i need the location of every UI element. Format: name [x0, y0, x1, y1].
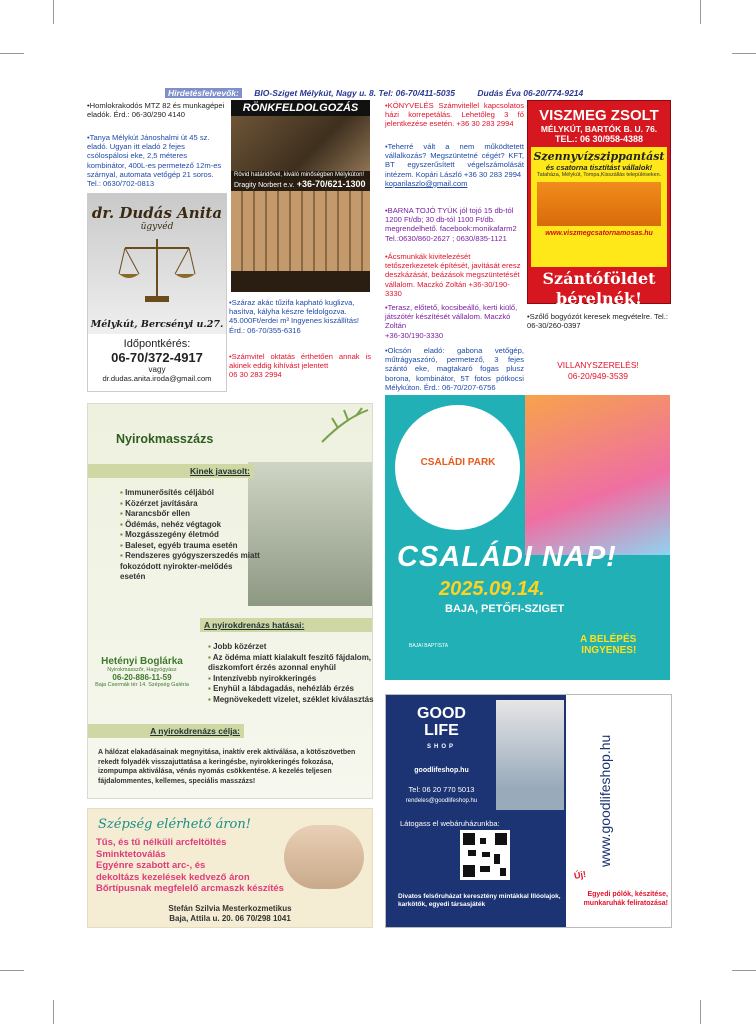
ad-tanya: •Tanya Mélykút Jánoshalmi út 45 sz. eladó. Ugyan itt eladó 2 fejes csólospálosi eke, 2,5 méteres kombinátor, 400L-es permetező 12m-es szárnyal, automata vetőgép 21 soros. Tel.: 0630/702-0813 [87, 133, 222, 189]
list-item: ▪ Rendszeres gyógyszerszedés miatt fokozódott nyirokter-melődés esetén [120, 551, 260, 583]
svg-text:www.goodlifeshop.hu: www.goodlifeshop.hu [597, 734, 613, 867]
ad-szolo: •Szőlő bogyózót keresek megvételre. Tel.: 06-30/260-0397 [527, 312, 668, 331]
viszmeg-url: www.viszmegcsatornamosas.hu [545, 230, 653, 237]
crop-mark [732, 970, 756, 971]
model-photo [496, 700, 564, 810]
ad-ronkfeldolgozas [231, 100, 370, 292]
terasz-text: •Terasz, előtető, kocsibeálló, kerti kiülő, játszótér készítését vállalom. Maczkó Zoltán [385, 303, 518, 331]
goal-header: A nyirokdrenázs célja: [88, 724, 244, 738]
nyirok-role: Nyirokmasszőr, Hagyógyász [107, 667, 177, 673]
ad-szepseg [87, 808, 373, 928]
list-item: ▪ Mozgásszegény életmód [120, 530, 260, 541]
service-item: Bőrtípusnak megfelelő arcmaszk készítés [96, 883, 284, 894]
effects-header: A nyirokdrenázs hatásai: [200, 618, 372, 632]
ronk-phone: +36-70/621-1300 [296, 179, 366, 189]
list-item: ▪ Intenzívebb nyirokkeringés [208, 674, 378, 685]
ad-tuzifa: •Száraz akác tűzifa kapható kuglizva, hasítva, kályha készre feldolgozva. 45.000Ft/erdei m³ Ingyenes kiszállítás! Érd.: 06-70/355-6316 [229, 298, 359, 335]
entry-free [580, 634, 636, 656]
crop-mark [700, 0, 701, 24]
ad-konyveles: •KÖNYVELÉS Számvitellel kapcsolatos házi korrepetálás. Lehetőleg 3 fő jelentkezése esetén. +36 30 283 2994 [385, 101, 524, 129]
goodlife-logo [394, 705, 489, 756]
crop-mark [700, 1000, 701, 1024]
ad-acs: •Ácsmunkák kivitelezését tetőszerkezetek építését, javítását eresz deszkázását, beázások megszüntetését vállalom. Maczkó Zoltán +36-30/190-3330 [385, 252, 521, 298]
new-badge: Új! [573, 869, 587, 881]
lawyer-address: Mélykút, Bercsényi u.27. [90, 319, 224, 330]
lawyer-email: dr.dudas.anita.iroda@gmail.com [102, 374, 212, 383]
szepseg-services [96, 837, 284, 895]
event-date: 2025.09.14. [439, 578, 545, 600]
viszmeg-name: VISZMEG ZSOLT [539, 107, 659, 124]
list-item: ▪ Immunerősítés céljából [120, 488, 260, 499]
nyirok-person: Hetényi Boglárka [101, 656, 183, 667]
nyirok-phone: 06-20-886-11-59 [112, 673, 172, 682]
ad-szamvitel [229, 352, 371, 380]
goodlife-desc: Divatos felsőruházat keresztény mintákkal Illóolajok, karkötők, egyedi társasjáték [398, 893, 561, 908]
crop-mark [732, 53, 756, 54]
lawyer-phone: 06-70/372-4917 [111, 350, 203, 365]
crop-mark [0, 53, 24, 54]
vertical-url [570, 717, 630, 877]
service-item: Egyénre szabott arc-, és [96, 860, 206, 871]
goodlife-email: rendeles@goodlifeshop.hu [405, 798, 478, 804]
list-item: ▪ Narancsbőr ellen [120, 509, 260, 520]
ad-nyirokmasszazs [87, 403, 373, 799]
goodlife-extra: Egyedi pólók, készítése, munkaruhák feliratozása! [583, 891, 668, 907]
header-dudas: Dudás Éva 06-20/774-9214 [477, 88, 584, 98]
scales-icon [117, 234, 197, 304]
goodlife-url: goodlifeshop.hu [414, 767, 469, 774]
who-header: Kinek javasolt: [88, 464, 254, 478]
organizer: BAJAI BAPTISTA [409, 643, 449, 649]
szepseg-title: Szépség elérhető áron! [98, 817, 251, 832]
ronk-contact: Dragity Norbert e.v. [234, 182, 295, 189]
entry-line1: A BELÉPÉS [580, 634, 637, 645]
brand-shop: SHOP [426, 744, 456, 750]
ad-teherre [385, 142, 524, 188]
viszmeg-areas: Tataháza, Mélykút, Tompa,Kisszállás településeken. [536, 172, 662, 178]
viszmeg-service2: és csatorna tisztítást vállalok! [545, 163, 653, 172]
event-title: CSALÁDI NAP! [397, 541, 617, 573]
ad-tyuk: •BARNA TOJÓ TYÚK jól tojó 15 db-tól 1200 Ft/db; 30 db-tól 1100 Ft/db. megrendelhető. facebook:monikafarm2 Tel.:0630/860-2627 ; 0630/835-1121 [385, 206, 517, 243]
ad-mtz: •Homlokrakodós MTZ 82 és munkagépei eladók. Érd.: 06-30/290 4140 [87, 101, 225, 120]
teherre-text: •Teherré vált a nem működtetett vállalkozás? Megszüntetné cégét? KFT, BT egyszerűsített végelszámolását intézem. Kopári László +36 30 283 2994 [385, 142, 524, 179]
who-list [112, 488, 260, 583]
entry-line2: INGYENES! [581, 645, 637, 656]
ronk-caption: Rövid határidővel, kiváló minőségben Mélykúton! [231, 171, 370, 179]
goodlife-tel: Tel: 06 20 770 5013 [408, 785, 475, 794]
service-item: Tűs, és tű nélküli arcfeltöltés [96, 837, 227, 848]
child-photo [525, 395, 670, 555]
crop-mark [53, 1000, 54, 1024]
header-bio: BIO-Sziget Mélykút, Nagy u. 8. Tel: 06-70/411-5035 [254, 88, 456, 98]
nyirok-contact [92, 656, 192, 688]
sawmill-photo [231, 116, 370, 171]
villany-phone: 06-20/949-3539 [567, 371, 629, 381]
list-item: ▪ Megnövekedett vizelet, széklet kiválasztás [208, 695, 378, 706]
viszmeg-phone: TEL.: 06 30/958-4388 [554, 134, 644, 144]
tanker-truck-icon [537, 182, 661, 226]
list-item: ▪ Az ödéma miatt kialakult feszítő fájdalom, diszkomfort érzés azonnal enyhül [208, 653, 378, 674]
ad-viszmeg [527, 100, 671, 308]
szepseg-contact: Baja, Attila u. 20. 06 70/298 1041 [169, 914, 291, 923]
szepseg-name: Stefán Szilvia Mesterkozmetikus [168, 904, 292, 913]
list-item: ▪ Enyhül a lábdagadás, nehézláb érzés [208, 684, 378, 695]
or-text: vagy [148, 365, 166, 374]
szamvitel-phone: 06 30 283 2994 [229, 370, 282, 380]
appointment-label: Időpontkérés: [123, 338, 191, 350]
list-item: ▪ Baleset, egyéb trauma esetén [120, 541, 260, 552]
ad-terasz [385, 303, 524, 340]
szanto-line2: bérelnék! [556, 289, 642, 308]
ad-dudas-anita [87, 193, 227, 392]
crop-mark [0, 970, 24, 971]
nyirok-title: Nyirokmasszázs [116, 432, 214, 446]
lawyer-name: dr. Dudás Anita [91, 204, 223, 222]
header-label: Hirdetésfelvevők: [165, 88, 242, 98]
teherre-email: koparilaszlo@gmail.com [385, 178, 468, 188]
goal-text: A hálózat elakadásainak megnyitása, inaktív erek aktiválása, a kötőszövetben rekedt folyadék visszajuttatása a keringésbe, nyirokkeringés fokozása, izompumpa aktiválása, vénás nyomás csökkentése. A kezelés teljesen fájdalommentes, kellemes, speciális masszázs! [98, 749, 356, 785]
szanto-line1: Szántóföldet [542, 269, 656, 288]
viszmeg-service: Szennyvízszippantást [533, 150, 665, 163]
beauty-photo [284, 825, 364, 889]
nyirok-place: Baja Csermák tér 14. Szépség Galéria [95, 682, 189, 688]
viszmeg-address: MÉLYKÚT, BARTÓK B. U. 76. [540, 124, 658, 134]
szepseg-footer [88, 904, 372, 924]
qr-code-icon[interactable] [460, 830, 510, 880]
ad-villany [527, 360, 669, 382]
lawyer-title: ügyvéd [140, 222, 174, 232]
list-item: ▪ Jobb közérzet [208, 642, 378, 653]
effects-list [200, 642, 378, 705]
ad-csaladi-nap [385, 395, 670, 680]
brand-life: LIFE [424, 722, 459, 739]
goodlife-visit: Látogass el webáruházunkba: [400, 819, 500, 828]
ad-olcson: •Olcsón eladó: gabona vetőgép, műtrágyaszóró, permetező, 3 fejes szántó eke, magtakaró fogas plusz borona, kombinátor, 5T fotos pótkocsi Mélykúton. Érd.: 06-70/207-6756 [385, 346, 524, 392]
ronk-title: RÖNKFELDOLGOZÁS [231, 100, 370, 116]
page-header [165, 88, 583, 98]
list-item: ▪ Közérzet javítására [120, 499, 260, 510]
massage-photo [248, 462, 372, 606]
service-item: Sminktetoválás [96, 848, 166, 860]
brand-good: GOOD [417, 705, 466, 722]
ad-goodlife [385, 694, 672, 928]
szamvitel-text: •Számvitel oktatás érthetően annak is akinek eddig kihívást jelentett [229, 352, 371, 371]
logo-text: CSALÁDI PARK [420, 457, 496, 468]
list-item: ▪ Ödémás, nehéz végtagok [120, 520, 260, 531]
leaf-icon [318, 406, 370, 446]
terasz-phone: +36-30/190-3330 [385, 330, 444, 340]
event-place: BAJA, PETŐFI-SZIGET [445, 603, 565, 615]
service-item: dekoltázs kezelések kedvező áron [96, 871, 250, 883]
crop-mark [53, 0, 54, 24]
villany-title: VILLANYSZERELÉS! [557, 360, 639, 370]
lumber-photo [231, 191, 370, 271]
